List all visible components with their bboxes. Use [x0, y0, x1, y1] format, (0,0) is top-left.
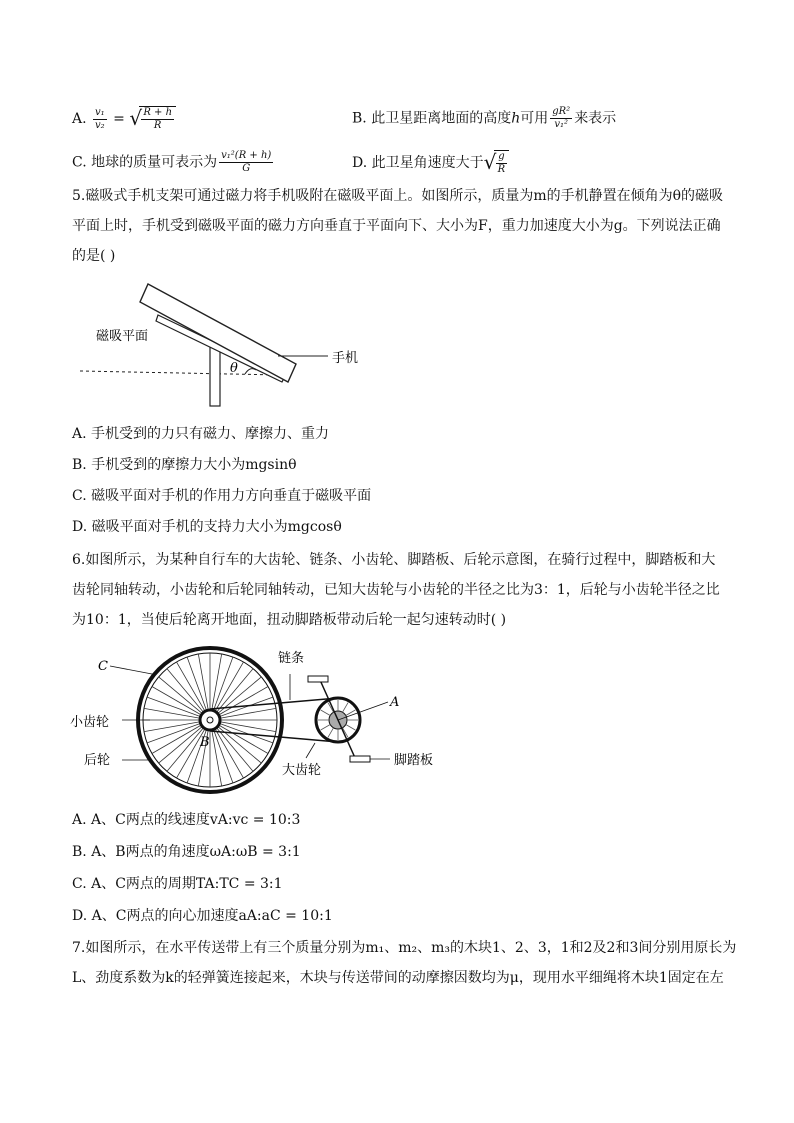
q4-option-a: A. $\frac{\text{v₁}}{\text{v₂}}$ = √ $\frac{R + h}{R}$ [72, 106, 176, 132]
q4-option-a-sqrt: √ $\frac{R + h}{R}$ [129, 106, 176, 132]
q5-stem-line1: 5.磁吸式手机支架可通过磁力将手机吸附在磁吸平面上。如图所示，质量为m的手机静置在倾角为θ的磁吸 [72, 188, 724, 204]
label-small-gear: 小齿轮 [70, 715, 110, 730]
q5-option-a: A. 手机受到的力只有磁力、摩擦力、重力 [72, 426, 330, 442]
q6-option-b: B. A、B两点的角速度ωA:ωB = 3:1 [72, 844, 301, 860]
q4-option-c: C. 地球的质量可表示为 $\frac{\text{v₁²(R + h)}}{G}$ [72, 150, 272, 174]
q7-stem-line1: 7.如图所示，在水平传送带上有三个质量分别为m₁、m₂、m₃的木块1、2、3，1和2及2和3间分别用原长为 [72, 940, 737, 956]
bicycle-gear-figure [70, 640, 450, 800]
q5-option-c: C. 磁吸平面对手机的作用力方向垂直于磁吸平面 [72, 488, 372, 504]
q4-option-b: B. 此卫星距离地面的高度h可用 $\frac{\text{gR²}}{\text{v₁²}}$ 来表示 [352, 106, 617, 130]
q6-option-a: A. A、C两点的线速度vA:vc = 10:3 [72, 812, 301, 828]
q5-option-d: D. 磁吸平面对手机的支持力大小为mgcosθ [72, 519, 342, 535]
q6-stem-line2: 齿轮同轴转动，小齿轮和后轮同轴转动，已知大齿轮与小齿轮的半径之比为3：1，后轮与小齿轮半径之比 [72, 582, 720, 598]
q7-stem-line2: L、劲度系数为k的轻弹簧连接起来，木块与传送带间的动摩擦因数均为μ，现用水平细绳将木块1固定在左 [72, 970, 724, 986]
q6-option-d: D. A、C两点的向心加速度aA:aC = 10:1 [72, 908, 333, 924]
label-pedal: 脚踏板 [394, 753, 434, 768]
label-c: C [98, 659, 108, 674]
label-b: B [200, 735, 210, 750]
q4-option-a-ratio: $\frac{\text{v₁}}{\text{v₂}}$ [95, 106, 105, 131]
q5-option-b: B. 手机受到的摩擦力大小为mgsinθ [72, 457, 297, 473]
q4-option-d: D. 此卫星角速度大于 √ $\frac{g}{R}$ [352, 150, 509, 176]
q6-stem-line3: 为10：1，当使后轮离开地面，扭动脚踏板带动后轮一起匀速转动时( ) [72, 612, 507, 628]
label-chain: 链条 [278, 651, 305, 666]
q6-stem-line1: 6.如图所示，为某种自行车的大齿轮、链条、小齿轮、脚踏板、后轮示意图，在骑行过程中，脚踏板和大 [72, 552, 716, 568]
label-rear-wheel: 后轮 [84, 753, 111, 768]
label-big-gear: 大齿轮 [282, 763, 322, 778]
magnetic-plane-label: 磁吸平面 [96, 329, 149, 344]
theta-label: θ [230, 361, 238, 376]
q5-stem-line2: 平面上时，手机受到磁吸平面的磁力方向垂直于平面向下、大小为F，重力加速度大小为g。下列说法正确 [72, 218, 721, 234]
label-a: A [390, 695, 400, 710]
q5-stem-line3: 的是( ) [72, 248, 116, 264]
magnetic-stand-figure [80, 278, 380, 410]
q6-option-c: C. A、C两点的周期TA:TC = 3:1 [72, 876, 283, 892]
phone-label: 手机 [332, 351, 359, 366]
